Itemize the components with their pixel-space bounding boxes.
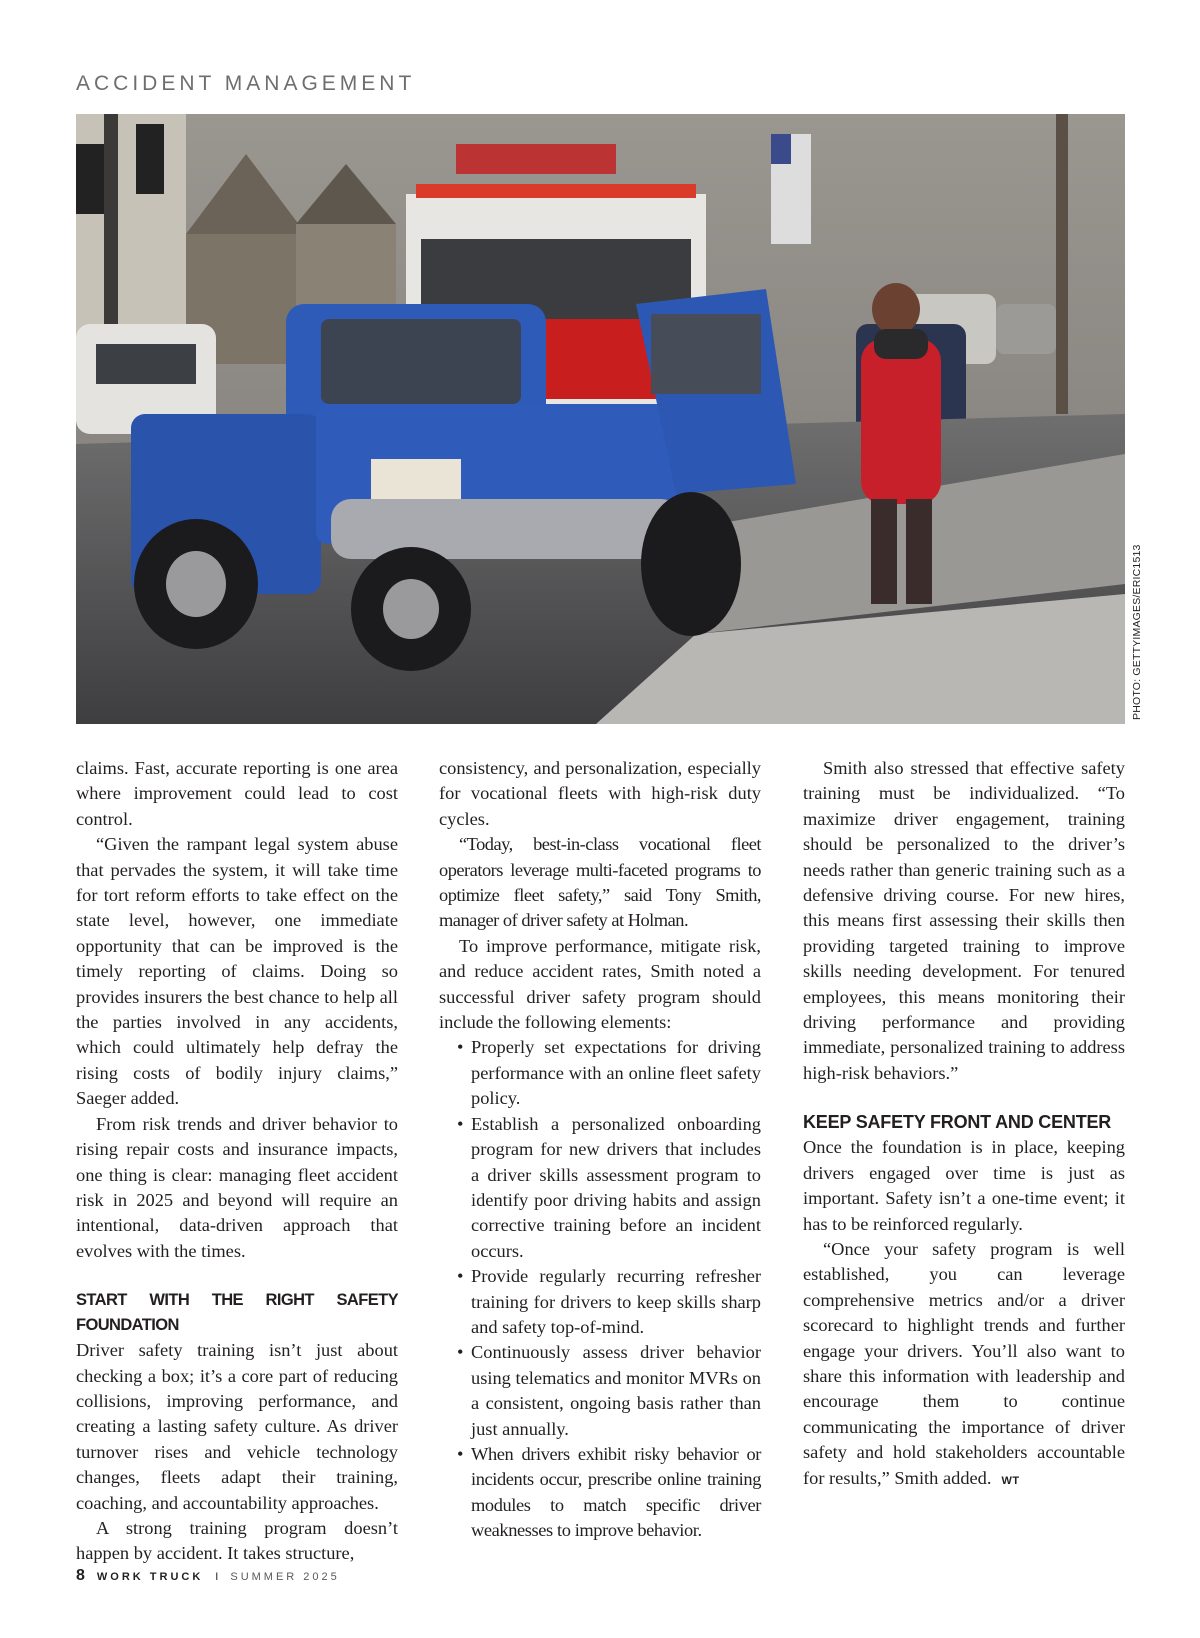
paragraph: claims. Fast, accurate reporting is one area where improvement could lead to cost control. <box>76 758 398 829</box>
subheading: KEEP SAFETY FRONT AND CENTER <box>803 1112 1112 1133</box>
paragraph: From risk trends and driver behavior to rising repair costs and insurance impacts, one thing is clear: managing fleet accident risk in 2025 and beyond will require an intentional, data-driven approach that evolves with the times. <box>76 1113 398 1261</box>
article-column-1 <box>76 756 398 1567</box>
footer-separator: I <box>215 1571 219 1583</box>
article-column-2 <box>439 756 761 1544</box>
page-number: 8 <box>76 1567 85 1584</box>
bullet-item: • Establish a personalized onboarding program for new drivers that includes a driver skills assessment program to identify poor driving habits and assign corrective training before an incident occurs. <box>471 1112 761 1264</box>
bullet-list <box>439 1035 761 1543</box>
page-footer <box>76 1567 340 1585</box>
article-column-3 <box>803 756 1125 1494</box>
bullet-item: • When drivers exhibit risky behavior or incidents occur, prescribe online training modules to match specific driver weaknesses to improve behavior. <box>471 1442 761 1544</box>
paragraph: Driver safety training isn’t just about checking a box; it’s a core part of reducing collisions, improving performance, and creating a lasting safety culture. As driver turnover rises and vehicle technology changes, fleets adapt their training, coaching, and accountability approaches. <box>76 1340 398 1513</box>
paragraph: “Given the rampant legal system abuse that pervades the system, it will take time for tort reform efforts to take effect on the state level, however, one immediate opportunity that can be improved is the timely reporting of claims. Doing so provides insurers the best chance to help all the parties involved in any accidents, which could ultimately help defray the rising costs of bodily injury claims,” Saeger added. <box>76 834 398 1109</box>
bullet-item: • Continuously assess driver behavior using telematics and monitor MVRs on a consistent, ongoing basis rather than just annually. <box>471 1340 761 1442</box>
paragraph: “Today, best-in-class vocational fleet operators leverage multi-faceted programs to optimize fleet safety,” said Tony Smith, manager of driver safety at Holman. <box>439 834 761 931</box>
paragraph-text: “Once your safety program is well established, you can leverage comprehensive metrics and/or a driver scorecard to highlight trends and further engage your drivers. You’ll also want to share this information with leadership and encourage them to continue communicating the importance of driver safety and hold stakeholders accountable for results,” Smith added. <box>803 1238 1125 1488</box>
paragraph: To improve performance, mitigate risk, and reduce accident rates, Smith noted a successful driver safety program should include the following elements: <box>439 935 761 1033</box>
photo-credit: PHOTO: GETTYIMAGES/ERIC1513 <box>1131 544 1143 720</box>
bullet-item: • Properly set expectations for driving performance with an online fleet safety policy. <box>471 1035 761 1111</box>
section-label: ACCIDENT MANAGEMENT <box>76 72 416 95</box>
paragraph: consistency, and personalization, especially for vocational fleets with high-risk duty cycles. <box>439 758 761 829</box>
paragraph: Smith also stressed that effective safety training must be individualized. “To maximize driver engagement, training should be personalized to the driver’s needs rather than generic training such as a defensive driving course. For new hires, this means first assessing their skills then providing targeted training to improve skills needing development. For tenured employees, this means monitoring their driving performance and providing immediate, personalized training to address high-risk behaviors.” <box>803 758 1125 1083</box>
issue-label: SUMMER 2025 <box>230 1571 340 1583</box>
magazine-name: WORK TRUCK <box>96 1571 204 1583</box>
bullet-item: • Provide regularly recurring refresher training for drivers to keep skills sharp and safety top-of-mind. <box>471 1264 761 1340</box>
subheading: START WITH THE RIGHT SAFETY FOUNDATION <box>76 1291 398 1335</box>
accident-photo <box>76 114 1125 724</box>
paragraph: A strong training program doesn’t happen by accident. It takes structure, <box>76 1517 398 1564</box>
paragraph <box>803 1237 1125 1494</box>
paragraph: Once the foundation is in place, keeping drivers engaged over time is just as important. Safety isn’t a one-time event; it has to be reinforced regularly. <box>803 1137 1125 1234</box>
end-mark: WT <box>1001 1474 1020 1487</box>
